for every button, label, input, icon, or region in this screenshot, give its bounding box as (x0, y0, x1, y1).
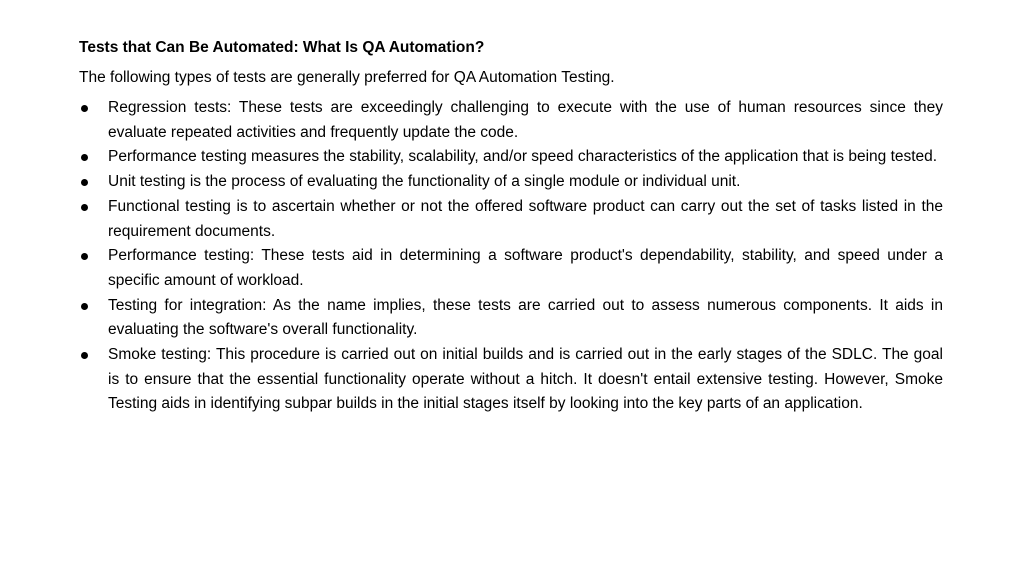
list-item-text: Regression tests: These tests are exceedingly challenging to execute with the use of human resources since they evaluate repeated activities and frequently update the code. (108, 99, 943, 141)
list-item-text: Testing for integration: As the name implies, these tests are carried out to assess numerous components. It aids in evaluating the software's overall functionality. (108, 296, 943, 339)
bullet-icon (81, 204, 88, 211)
list-item-performance-workload (79, 244, 943, 293)
list-item-text: Performance testing: These tests aid in determining a software product's dependability, stability, and speed under a specific amount of workload. (108, 247, 943, 289)
bullet-icon (81, 253, 88, 260)
list-item-text: Unit testing is the process of evaluating the functionality of a single module or individual unit. (108, 173, 741, 191)
bullet-icon (81, 179, 88, 186)
bullet-icon (81, 352, 88, 359)
list-item-unit (79, 170, 943, 195)
list-item-performance (79, 145, 943, 170)
bullet-icon (81, 105, 88, 112)
slide-heading: Tests that Can Be Automated: What Is QA Automation? (79, 39, 485, 56)
list-item-text: Smoke testing: This procedure is carried out on initial builds and is carried out in the early stages of the SDLC. The goal is to ensure that the essential functionality operate without a hitch. It doesn't entail extensive testing. However, Smoke Testing aids in identifying subpar builds in the initial stages itself by looking into the key parts of an application. (108, 346, 943, 413)
bullet-icon (81, 154, 88, 161)
bullet-icon (81, 303, 88, 310)
list-item-text: Functional testing is to ascertain whether or not the offered software product can carry out the set of tasks listed in the requirement documents. (108, 197, 943, 240)
list-item-regression (79, 96, 943, 145)
intro-text: The following types of tests are generally preferred for QA Automation Testing. (79, 69, 615, 86)
list-item-integration (79, 294, 943, 343)
list-item-functional (79, 195, 943, 244)
test-types-list (79, 96, 943, 417)
list-item-text: Performance testing measures the stability, scalability, and/or speed characteristics of the application that is being tested. (108, 148, 938, 166)
list-item-smoke (79, 343, 943, 417)
slide-content (79, 36, 943, 417)
